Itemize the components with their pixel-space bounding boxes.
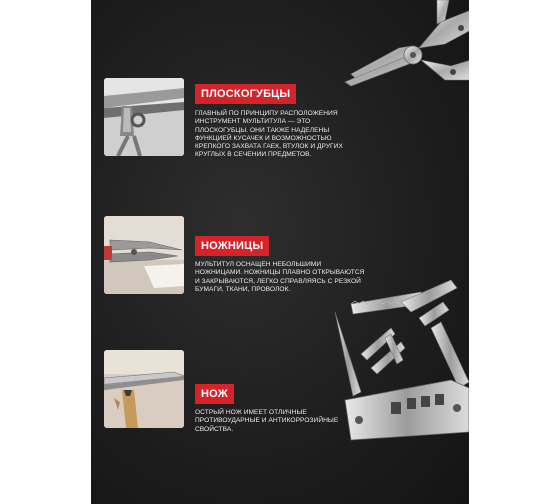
section-title-knife: НОЖ: [195, 384, 234, 404]
scissors-photo: [104, 216, 184, 294]
pliers-photo: [104, 78, 184, 156]
knife-photo: [104, 350, 184, 428]
section-text-knife: ОСТРЫЙ НОЖ ИМЕЕТ ОТЛИЧНЫЕ ПРОТИВОУДАРНЫЕ И АНТИКОРРОЗИЙНЫЕ СВОЙСТВА.: [195, 409, 339, 433]
section-title-scissors: НОЖНИЦЫ: [195, 236, 269, 256]
product-poster: [91, 0, 469, 504]
section-title-pliers: ПЛОСКОГУБЦЫ: [195, 84, 296, 104]
section-text-scissors: МУЛЬТИТУЛ ОСНАЩЕН НЕБОЛЬШИМИ НОЖНИЦАМИ. НОЖНИЦЫ ПЛАВНО ОТКРЫВАЮТСЯ И ЗАКРЫВАЮТСЯ, ЛЕГКО СПРАВЛЯЯСЬ С РЕЗКОЙ БУМАГИ, ТКАНИ, ПРОВОЛОК.: [195, 261, 365, 293]
multitool-pliers-image: [341, 0, 469, 100]
section-text-pliers: ГЛАВНЫЙ ПО ПРИНЦИПУ РАСПОЛОЖЕНИЯ ИНСТРУМЕНТ МУЛЬТИТУЛА — ЭТО ПЛОСКОГУБЦЫ. ОНИ ТАКЖЕ НАДЕЛЕНЫ ФУНКЦИЕЙ КУСАЧЕК И ВОЗМОЖНОСТЬЮ КРЕПКОГО ЗАХВАТА ГАЕК, ВТУЛОК И ДРУГИХ КРУГЛЫХ В СЕЧЕНИИ ПРЕДМЕТОВ.: [195, 110, 343, 159]
